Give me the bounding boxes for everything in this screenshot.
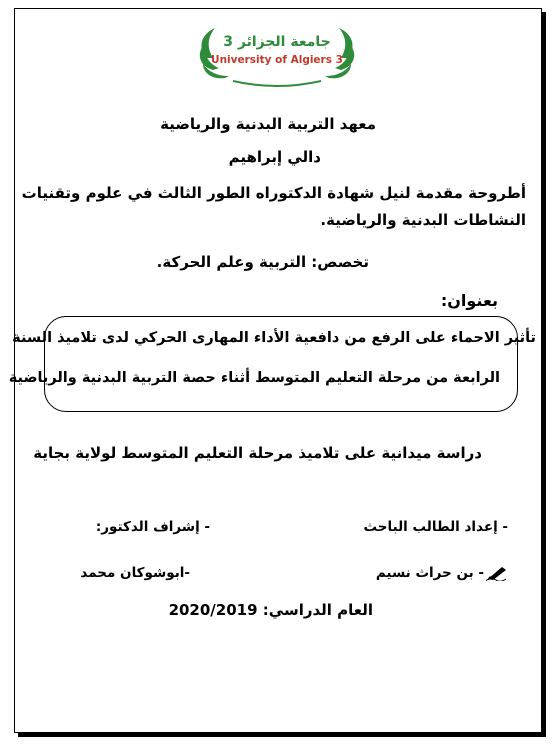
study-description: دراسة ميدانية على تلاميذ مرحلة التعليم المتوسط لولاية بجاية: [33, 444, 482, 462]
supervised-by-label: - إشراف الدكتور:: [95, 519, 210, 535]
student-name: - بن حراث نسيم: [375, 565, 484, 581]
thesis-title-line2: الرابعة من مرحلة التعليم المتوسط أثناء حصة التربية البدنية والرياضية: [8, 370, 500, 386]
institute-name: معهد التربية البدنية والرياضية: [160, 115, 376, 133]
supervisor-name: -ابوشوكان محمد: [80, 565, 190, 581]
institute-location: دالي إبراهيم: [228, 148, 321, 166]
prepared-by-label: - إعداد الطالب الباحث: [363, 519, 508, 535]
student-name-row: [376, 565, 508, 581]
title-label: بعنوان:: [440, 291, 498, 310]
specialty: تخصص: التربية وعلم الحركة.: [156, 253, 369, 271]
logo-arabic-text: جامعة الجزائر 3: [223, 34, 331, 50]
thesis-description-line2: النشاطات البدنية والرياضية.: [320, 211, 526, 229]
pen-writing-icon: [486, 565, 508, 581]
thesis-title-line1: تأثير الاحماء على الرفع من دافعية الأداء المهارى الحركي لدى تلاميذ السنة: [12, 330, 536, 346]
academic-year: العام الدراسي: 2020/2019: [168, 601, 373, 619]
logo-latin-text: University of Algiers 3: [211, 54, 343, 66]
thesis-description-line1: أطروحة مقدمة لنيل شهادة الدكتوراه الطور الثالث في علوم وتقنيات: [21, 184, 526, 202]
university-logo: [193, 18, 361, 88]
